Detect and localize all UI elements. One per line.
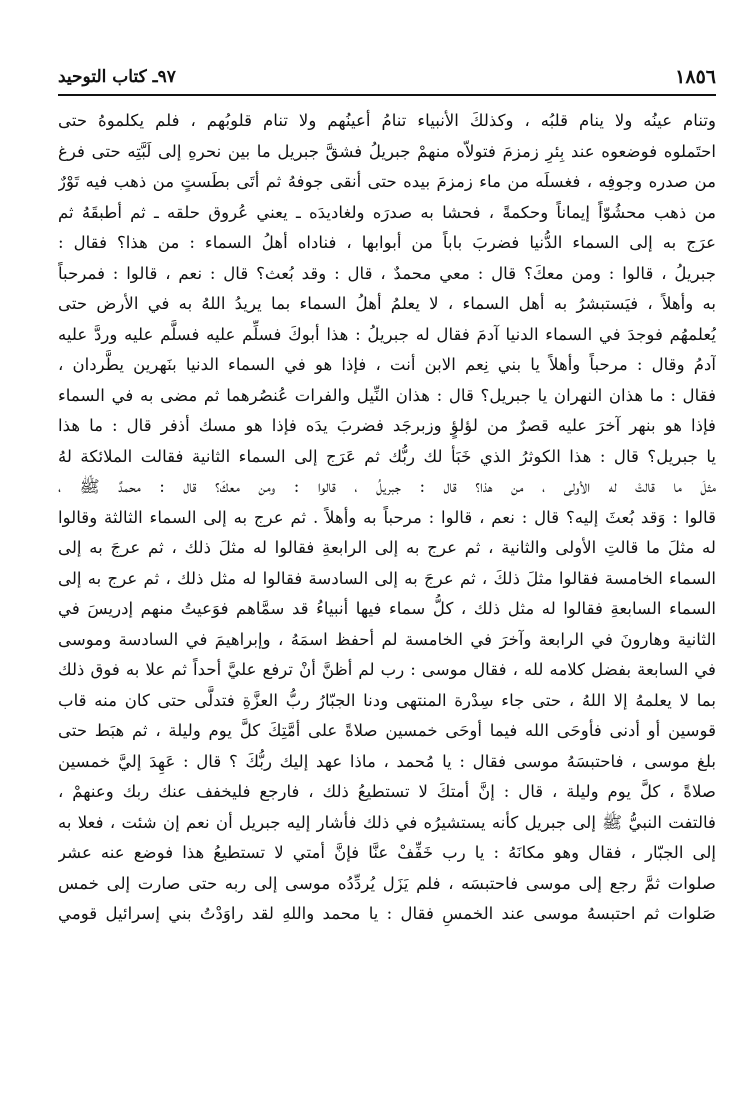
text-line: يُعلمهُم فوجدَ في السماء الدنيا آدمَ فقال له جبريلُ : هذا أبوكَ فسلِّم عليه فسلَّم عليه وردَّ عليه: [58, 324, 716, 344]
text-line: السماء الخامسة فقالوا مثلَ ذلكَ ، ثم عرجَ به إلى السادسة فقالوا له مثل ذلك ، ثم عرج به إلى: [58, 568, 716, 588]
text-line: يا جبريل؟ قال : هذا الكوثرُ الذي خَبَأ لك ربُّك ثم عَرَج إلى السماء الثانية فقالت الملائكة لهُ: [58, 446, 716, 466]
text-line: جبريلُ ، قالوا : ومن معكَ؟ قال : معي محمدٌ ، قال : وقد بُعث؟ قال : نعم ، قالوا : فمرحباً: [58, 263, 716, 283]
text-line: من ذهب محشُوّاً إيماناً وحكمةً ، فحشا به صدرَه ولغاديدَه ـ يعني عُروق حلقه ـ ثم أطبقَهُ ثم: [58, 202, 716, 222]
text-line: مثلَ ما قالتْ له الأولى ، من هذا؟ قال : جبريلُ ، قالوا : ومن معكَ؟ قال : محمدٌ ﷺ ،: [58, 477, 716, 496]
text-line: احتَملوه فوضعوه عند بِئرِ زمزمَ فتولاّه منهمْ جبريلُ فشقَّ جبريل ما بين نحرهِ إلى لَبَّتِه حتى فرغ: [58, 141, 716, 161]
text-line: به وأهلاً ، فيَستبشرُ به أهل السماء ، لا يعلمُ أهلُ السماء بما يريدُ اللهُ به في الأرض حتى: [58, 294, 716, 313]
text-line: السماء السابعةِ فقالوا له مثل ذلك ، كلُّ سماء فيها أنبياءُ قد سمَّاهم فوَعيتُ منهم إدريسَ في: [58, 599, 716, 618]
text-line: فإذا هو بنهر آخرَ عليه قصرٌ من لؤلؤٍ وزبرجَد فضربَ يدَه فإذا هو مسك أذفر قال : ما هذا: [58, 416, 716, 435]
text-line: صَلوات ثم احتبسهُ موسى عند الخمسِ فقال : يا محمد واللهِ لقد راوَدْتُ بني إسرائيل قومي: [58, 904, 716, 923]
text-line: وتنام عينُه ولا ينام قلبُه ، وكذلكَ الأنبياء تنامُ أعينُهم ولا تنام قلوبُهم ، فلم يكلموهُ حتى: [58, 111, 716, 130]
text-line: له مثلَ ما قالتِ الأولى والثانية ، ثم عرج به إلى الرابعةِ فقالوا له مثلَ ذلك ، ثم عرجَ به إلى: [58, 538, 716, 557]
text-line: فالتفت النبيُّ ﷺ إلى جبريل كأنه يستشيرُه في ذلك فأشار إليه جبريل أن نعم إن شئت ، فعلا به: [58, 812, 716, 832]
text-line: صلاةً ، كلَّ يوم وليلة ، قال : إنَّ أمتكَ لا تستطيعُ ذلك ، فارجع فليخفف عنك ربك وعنهمْ ،: [58, 782, 716, 801]
text-line: في السابعة بفضل كلامه لله ، فقال موسى : رب لم أظنَّ أنْ ترفع عليَّ أحداً ثم علا به فوق ذلك: [58, 660, 716, 679]
text-line: من صدره وجوفِه ، فغسلَه من ماء زمزمَ بيده حتى أنقى جوفهُ ثم أتَى بطَستٍ من ذهب فيه تَوْرٌ: [58, 172, 716, 191]
text-line: قالوا : وَقد بُعثَ إليه؟ قال : نعم ، قالوا : مرحباً به وأهلاً . ثم عرج به إلى السماء الثالثة وقالوا: [58, 507, 716, 527]
header-divider: [58, 94, 716, 96]
text-line: بما لا يعلمهُ إلا اللهُ ، حتى جاء سِدْرة المنتهى ودنا الجبّارُ ربُّ العزَّةِ فتدلَّى حتى كان منه قاب: [58, 690, 716, 710]
text-line: صلوات ثمَّ رجع إلى موسى فاحتبسَه ، فلم يَزَل يُردِّدُه موسى إلى ربه حتى صارت إلى خمس: [58, 873, 716, 893]
text-line: الثانية وهارونَ في الرابعة وآخرَ في الخامسة لم أحفظ اسمَهُ ، وإبراهيمَ في السادسة وموسى: [58, 629, 716, 649]
text-line: بلغ موسى ، فاحتبسَهُ موسى فقال : يا مُحمد ، ماذا عهد إليك ربُّكَ ؟ قال : عَهِدَ إليَّ خمسين: [58, 751, 716, 771]
page-header: [58, 62, 716, 92]
text-line: قوسين أو أدنى فأوحَى الله فيما أوحَى خمسين صلاةً على أمَّتِكَ كلَّ يوم وليلة ، ثم هبَط حتى: [58, 721, 716, 740]
text-line: عرَج به إلى السماء الدُّنيا فضربَ باباً من أبوابها ، فناداه أهلُ السماء : من هذا؟ فقال :: [58, 233, 716, 252]
running-title: ٩٧ـ كتاب التوحيد: [58, 67, 176, 87]
text-line: إلى الجبّار ، فقال وهو مكانَهُ : يا رب خَفِّفْ عنَّا فإنَّ أمتي لا تستطيعُ هذا فوضع عنه عشر: [58, 843, 716, 862]
text-line: آدمُ وقال : مرحباً وأهلاً يا بني نِعم الابن أنت ، فإذا هو في السماء الدنيا بنَهرين يطَّردان ،: [58, 355, 716, 374]
body-text: [58, 106, 716, 930]
text-line: فقال : ما هذان النهران يا جبريل؟ قال : هذان النِّيل والفرات عُنصُرهما ثم مضى به في السماء: [58, 385, 716, 405]
page-number: ١٨٥٦: [675, 66, 716, 88]
